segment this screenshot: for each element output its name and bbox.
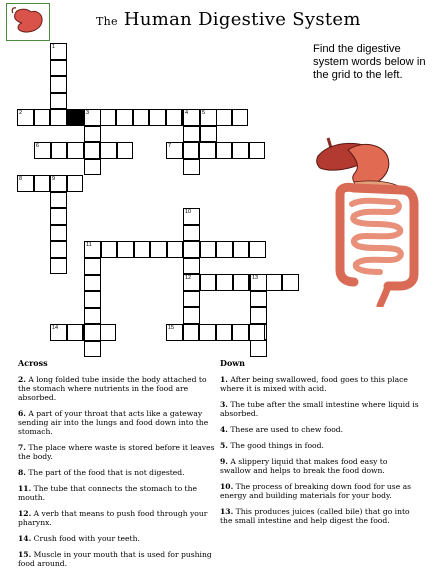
crossword-cell[interactable] bbox=[50, 258, 67, 275]
clue-item bbox=[18, 468, 216, 477]
crossword-cell[interactable] bbox=[100, 324, 117, 341]
crossword-cell[interactable] bbox=[183, 307, 200, 324]
crossword-cell[interactable] bbox=[84, 142, 101, 159]
clue-number-label: 3 bbox=[86, 110, 90, 116]
clue-number: 1. bbox=[220, 375, 228, 384]
clue-number-label: 2 bbox=[19, 110, 23, 116]
crossword-cell[interactable] bbox=[232, 109, 249, 126]
down-heading: Down bbox=[220, 358, 245, 368]
title-prefix: The bbox=[96, 15, 118, 28]
clue-item bbox=[18, 550, 216, 568]
digestive-system-illustration bbox=[310, 132, 430, 307]
clue-text: After being swallowed, food goes to this place where it is mixed with acid. bbox=[220, 375, 408, 393]
crossword-cell[interactable] bbox=[232, 324, 249, 341]
clue-item bbox=[220, 457, 420, 475]
clue-text: The place where waste is stored before it leaves the body. bbox=[18, 443, 215, 461]
crossword-cell[interactable] bbox=[282, 274, 299, 291]
crossword-cell[interactable] bbox=[50, 241, 67, 258]
clue-number-label: 1 bbox=[52, 44, 56, 50]
clue-item bbox=[18, 443, 216, 461]
crossword-cell[interactable] bbox=[50, 93, 67, 110]
clue-item bbox=[220, 375, 420, 393]
crossword-cell[interactable] bbox=[84, 324, 101, 341]
clue-number: 14. bbox=[18, 534, 32, 543]
crossword-cell[interactable] bbox=[100, 109, 117, 126]
crossword-cell[interactable] bbox=[84, 291, 101, 308]
down-clues bbox=[220, 359, 420, 532]
crossword-cell[interactable] bbox=[200, 241, 217, 258]
clue-number-label: 6 bbox=[36, 143, 40, 149]
crossword-cell[interactable] bbox=[183, 126, 200, 143]
crossword-cell[interactable] bbox=[100, 142, 117, 159]
crossword-cell[interactable] bbox=[183, 159, 200, 176]
crossword-cell[interactable] bbox=[67, 175, 84, 192]
clue-text: A verb that means to push food through your pharynx. bbox=[18, 509, 208, 527]
clue-text: Crush food with your teeth. bbox=[33, 534, 140, 543]
crossword-cell[interactable] bbox=[150, 241, 167, 258]
crossword-black-square bbox=[67, 109, 84, 126]
crossword-cell[interactable] bbox=[250, 291, 267, 308]
crossword-cell[interactable] bbox=[183, 258, 200, 275]
clue-number-label: 5 bbox=[202, 110, 206, 116]
clue-item bbox=[18, 534, 216, 543]
crossword-cell[interactable] bbox=[183, 225, 200, 242]
crossword-cell[interactable] bbox=[249, 241, 266, 258]
crossword-cell[interactable] bbox=[84, 258, 101, 275]
clue-text: A slippery liquid that makes food easy to swallow and helps to break the food down. bbox=[220, 457, 388, 475]
crossword-cell[interactable] bbox=[50, 208, 67, 225]
clue-number-label: 10 bbox=[185, 209, 192, 215]
clue-number-label: 9 bbox=[52, 176, 56, 182]
crossword-cell[interactable] bbox=[134, 241, 151, 258]
clue-item bbox=[220, 425, 420, 434]
clue-number: 10. bbox=[220, 482, 234, 491]
title-main: Human Digestive System bbox=[123, 9, 361, 30]
crossword-cell[interactable] bbox=[249, 324, 266, 341]
crossword-cell[interactable] bbox=[50, 192, 67, 209]
crossword-cell[interactable] bbox=[133, 109, 150, 126]
clue-text: The tube that connects the stomach to the mouth. bbox=[18, 484, 197, 502]
crossword-cell[interactable] bbox=[250, 307, 267, 324]
clue-item bbox=[18, 484, 216, 502]
crossword-cell[interactable] bbox=[167, 241, 184, 258]
crossword-cell[interactable] bbox=[101, 241, 118, 258]
clue-number: 8. bbox=[18, 468, 26, 477]
crossword-cell[interactable] bbox=[50, 225, 67, 242]
clue-item bbox=[18, 375, 216, 402]
clue-number-label: 15 bbox=[168, 325, 175, 331]
crossword-cell[interactable] bbox=[216, 324, 233, 341]
clues-section bbox=[0, 355, 439, 567]
clue-text: This produces juices (called bile) that go into the small intestine and help digest the food. bbox=[220, 507, 410, 525]
clue-number: 3. bbox=[220, 400, 228, 409]
crossword-cell[interactable] bbox=[232, 142, 249, 159]
crossword-cell[interactable] bbox=[216, 142, 233, 159]
crossword-cell[interactable] bbox=[183, 241, 200, 258]
clue-text: These are used to chew food. bbox=[230, 425, 344, 434]
clue-number-label: 7 bbox=[168, 143, 172, 149]
crossword-cell[interactable] bbox=[183, 142, 200, 159]
crossword-cell[interactable] bbox=[183, 324, 200, 341]
crossword-cell[interactable] bbox=[84, 159, 101, 176]
clue-item bbox=[220, 441, 420, 450]
crossword-cell[interactable] bbox=[149, 109, 166, 126]
clue-number: 15. bbox=[18, 550, 32, 559]
crossword-cell[interactable] bbox=[84, 126, 101, 143]
crossword-cell[interactable] bbox=[67, 324, 84, 341]
clue-number: 6. bbox=[18, 409, 26, 418]
crossword-cell[interactable] bbox=[117, 241, 134, 258]
crossword-cell[interactable] bbox=[266, 274, 283, 291]
across-clues bbox=[18, 359, 216, 575]
clue-text: The part of the food that is not digested. bbox=[28, 468, 185, 477]
clue-number-label: 11 bbox=[86, 242, 92, 248]
crossword-cell[interactable] bbox=[84, 308, 101, 325]
clue-text: The process of breaking down food for use as energy and building materials for your body. bbox=[220, 482, 412, 500]
crossword-cell[interactable] bbox=[233, 241, 250, 258]
crossword-cell[interactable] bbox=[50, 76, 67, 93]
clue-text: The good things in food. bbox=[230, 441, 324, 450]
clue-number: 2. bbox=[18, 375, 26, 384]
clue-text: A long folded tube inside the body attached to the stomach where nutrients in the food are absorbed. bbox=[18, 375, 207, 402]
crossword-cell[interactable] bbox=[199, 142, 216, 159]
crossword-cell[interactable] bbox=[200, 274, 217, 291]
crossword-cell[interactable] bbox=[50, 60, 67, 77]
instructions-text: Find the digestive system words below in the grid to the left. bbox=[313, 43, 426, 81]
clue-item bbox=[18, 509, 216, 527]
crossword-cell[interactable] bbox=[216, 241, 233, 258]
crossword-cell[interactable] bbox=[166, 109, 183, 126]
crossword-cell[interactable] bbox=[183, 291, 200, 308]
crossword-cell[interactable] bbox=[51, 142, 68, 159]
clue-item bbox=[220, 400, 420, 418]
clue-item bbox=[18, 409, 216, 436]
crossword-cell[interactable] bbox=[249, 142, 266, 159]
clue-number: 13. bbox=[220, 507, 234, 516]
clue-text: The tube after the small intestine where liquid is absorbed. bbox=[220, 400, 419, 418]
clue-number: 9. bbox=[220, 457, 228, 466]
clue-text: Muscle in your mouth that is used for pushing food around. bbox=[18, 550, 212, 568]
clue-item bbox=[220, 507, 420, 525]
clue-number: 11. bbox=[18, 484, 32, 493]
clue-number: 7. bbox=[18, 443, 26, 452]
clue-number-label: 8 bbox=[19, 176, 23, 182]
clue-number-label: 4 bbox=[185, 110, 189, 116]
crossword-cell[interactable] bbox=[50, 109, 67, 126]
clue-number-label: 14 bbox=[52, 325, 59, 331]
crossword-cell[interactable] bbox=[216, 274, 233, 291]
clue-number: 12. bbox=[18, 509, 32, 518]
clue-number: 5. bbox=[220, 441, 228, 450]
crossword-cell[interactable] bbox=[34, 109, 51, 126]
crossword-cell[interactable] bbox=[199, 324, 216, 341]
across-heading: Across bbox=[18, 358, 48, 368]
clue-number-label: 13 bbox=[252, 275, 259, 281]
crossword-cell[interactable] bbox=[233, 274, 250, 291]
crossword-cell[interactable] bbox=[67, 142, 84, 159]
crossword-cell[interactable] bbox=[117, 142, 134, 159]
clue-number: 4. bbox=[220, 425, 228, 434]
crossword-cell[interactable] bbox=[34, 175, 51, 192]
crossword-cell[interactable] bbox=[215, 109, 232, 126]
crossword-cell[interactable] bbox=[116, 109, 133, 126]
clue-text: A part of your throat that acts like a gateway sending air into the lungs and food down into the stomach. bbox=[18, 409, 209, 436]
crossword-cell[interactable] bbox=[84, 275, 101, 292]
crossword-cell[interactable] bbox=[200, 126, 217, 143]
clue-number-label: 12 bbox=[185, 275, 192, 281]
clue-item bbox=[220, 482, 420, 500]
